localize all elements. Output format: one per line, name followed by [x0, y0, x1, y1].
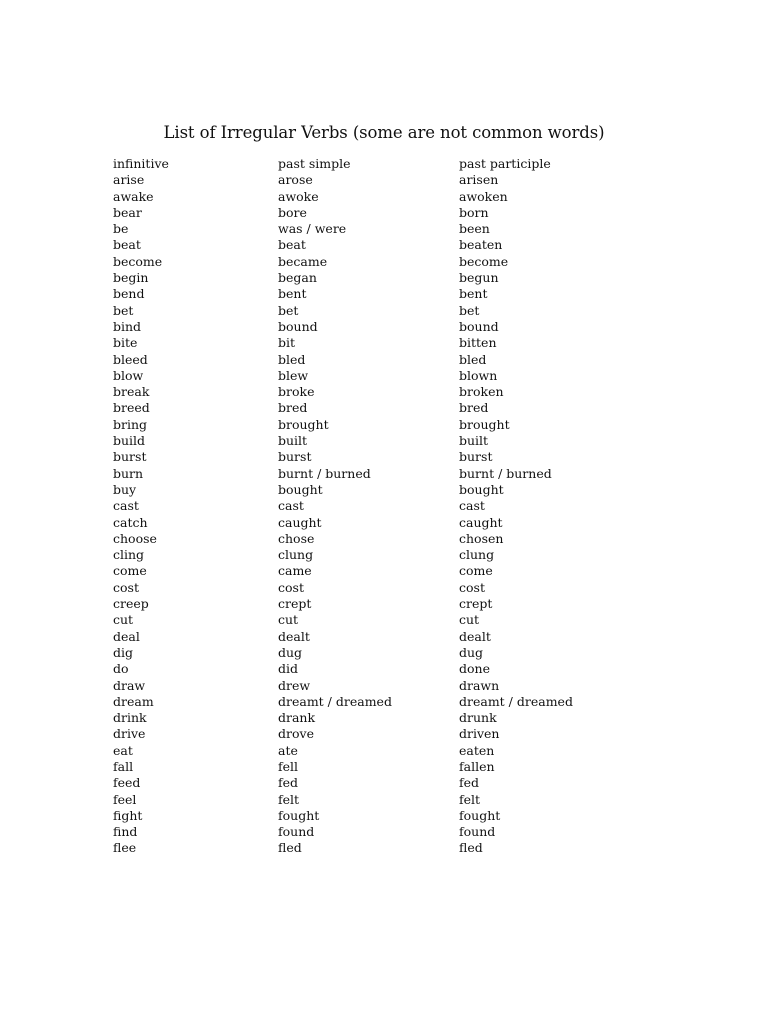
infinitive-cell: bet [113, 302, 134, 318]
past-participle-cell: born [459, 204, 489, 220]
past-simple-cell: came [278, 563, 312, 579]
table-row [113, 629, 673, 645]
past-simple-cell: caught [278, 514, 322, 530]
infinitive-cell: drive [113, 726, 146, 742]
column-header-past-simple: past simple [278, 156, 351, 171]
infinitive-cell: blow [113, 367, 144, 383]
past-simple-cell: dealt [278, 628, 310, 644]
infinitive-cell: feed [113, 775, 141, 791]
infinitive-cell: drink [113, 710, 147, 726]
table-row [113, 645, 673, 661]
past-simple-cell: cut [278, 612, 299, 628]
past-simple-cell: bred [278, 400, 308, 416]
infinitive-cell: cut [113, 612, 134, 628]
table-row [113, 368, 673, 384]
table-row [113, 352, 673, 368]
infinitive-cell: burst [113, 449, 147, 465]
infinitive-cell: draw [113, 677, 146, 693]
irregular-verbs-table [113, 156, 673, 857]
past-participle-cell: chosen [459, 530, 504, 546]
past-simple-cell: fought [278, 807, 320, 823]
past-participle-cell: caught [459, 514, 503, 530]
table-row [113, 531, 673, 547]
past-simple-cell: crept [278, 596, 312, 612]
infinitive-cell: catch [113, 514, 148, 530]
past-participle-cell: dug [459, 644, 484, 660]
past-participle-cell: broken [459, 384, 504, 400]
table-row [113, 580, 673, 596]
table-row [113, 775, 673, 791]
table-row [113, 612, 673, 628]
table-row [113, 205, 673, 221]
table-row [113, 335, 673, 351]
past-participle-cell: found [459, 824, 496, 840]
table-row [113, 384, 673, 400]
infinitive-cell: find [113, 824, 138, 840]
past-simple-cell: burnt / burned [278, 465, 371, 481]
past-simple-cell: was / were [278, 221, 347, 237]
past-simple-cell: beat [278, 237, 306, 253]
table-row [113, 433, 673, 449]
table-row [113, 221, 673, 237]
past-participle-cell: blown [459, 367, 498, 383]
past-participle-cell: come [459, 563, 493, 579]
infinitive-cell: break [113, 384, 150, 400]
verb-rows [113, 172, 673, 856]
past-simple-cell: awoke [278, 188, 319, 204]
past-simple-cell: drank [278, 710, 316, 726]
past-simple-cell: began [278, 270, 317, 286]
table-row [113, 710, 673, 726]
past-simple-cell: fell [278, 758, 299, 774]
past-simple-cell: burst [278, 449, 312, 465]
past-participle-cell: bitten [459, 335, 497, 351]
table-row [113, 400, 673, 416]
past-simple-cell: bound [278, 318, 318, 334]
table-header-row [113, 156, 673, 172]
table-row [113, 270, 673, 286]
past-participle-cell: become [459, 253, 509, 269]
past-participle-cell: beaten [459, 237, 503, 253]
infinitive-cell: bind [113, 318, 142, 334]
past-simple-cell: felt [278, 791, 300, 807]
past-participle-cell: burnt / burned [459, 465, 552, 481]
table-row [113, 449, 673, 465]
past-simple-cell: arose [278, 172, 313, 188]
past-participle-cell: cast [459, 498, 485, 514]
past-simple-cell: chose [278, 530, 315, 546]
past-participle-cell: fought [459, 807, 501, 823]
infinitive-cell: flee [113, 840, 137, 856]
table-row [113, 482, 673, 498]
past-participle-cell: built [459, 433, 489, 449]
past-participle-cell: fed [459, 775, 480, 791]
infinitive-cell: bite [113, 335, 138, 351]
infinitive-cell: cling [113, 547, 145, 563]
table-row [113, 743, 673, 759]
infinitive-cell: feel [113, 791, 137, 807]
table-row [113, 661, 673, 677]
past-participle-cell: awoken [459, 188, 508, 204]
table-row [113, 678, 673, 694]
table-row [113, 466, 673, 482]
infinitive-cell: begin [113, 270, 149, 286]
infinitive-cell: cast [113, 498, 139, 514]
past-simple-cell: dug [278, 644, 303, 660]
past-simple-cell: cost [278, 579, 304, 595]
past-participle-cell: driven [459, 726, 500, 742]
past-simple-cell: clung [278, 547, 314, 563]
table-row [113, 596, 673, 612]
infinitive-cell: breed [113, 400, 150, 416]
past-simple-cell: cast [278, 498, 304, 514]
infinitive-cell: cost [113, 579, 139, 595]
table-row [113, 498, 673, 514]
past-participle-cell: begun [459, 270, 499, 286]
table-row [113, 808, 673, 824]
past-simple-cell: blew [278, 367, 309, 383]
table-row [113, 759, 673, 775]
infinitive-cell: build [113, 433, 146, 449]
past-participle-cell: felt [459, 791, 481, 807]
table-row [113, 172, 673, 188]
past-simple-cell: fed [278, 775, 299, 791]
past-participle-cell: eaten [459, 742, 495, 758]
past-participle-cell: drawn [459, 677, 500, 693]
past-simple-cell: drove [278, 726, 314, 742]
table-row [113, 254, 673, 270]
past-simple-cell: bet [278, 302, 299, 318]
column-header-past-participle: past participle [459, 156, 551, 171]
past-simple-cell: built [278, 433, 308, 449]
table-row [113, 694, 673, 710]
table-row [113, 792, 673, 808]
infinitive-cell: bear [113, 204, 142, 220]
table-row [113, 515, 673, 531]
infinitive-cell: bend [113, 286, 145, 302]
past-participle-cell: clung [459, 547, 495, 563]
infinitive-cell: choose [113, 530, 157, 546]
table-row [113, 547, 673, 563]
infinitive-cell: dream [113, 693, 154, 709]
past-participle-cell: bet [459, 302, 480, 318]
past-participle-cell: drunk [459, 710, 497, 726]
infinitive-cell: eat [113, 742, 133, 758]
table-row [113, 563, 673, 579]
past-participle-cell: cut [459, 612, 480, 628]
past-participle-cell: done [459, 661, 490, 677]
past-simple-cell: brought [278, 416, 329, 432]
table-row [113, 303, 673, 319]
infinitive-cell: burn [113, 465, 144, 481]
past-participle-cell: bled [459, 351, 487, 367]
past-participle-cell: dreamt / dreamed [459, 693, 573, 709]
past-participle-cell: burst [459, 449, 493, 465]
past-simple-cell: became [278, 253, 328, 269]
past-participle-cell: brought [459, 416, 510, 432]
past-simple-cell: bought [278, 481, 323, 497]
table-row [113, 824, 673, 840]
past-simple-cell: bent [278, 286, 307, 302]
infinitive-cell: arise [113, 172, 145, 188]
past-participle-cell: bound [459, 318, 499, 334]
past-participle-cell: fallen [459, 758, 495, 774]
table-row [113, 237, 673, 253]
infinitive-cell: fall [113, 758, 134, 774]
table-row [113, 840, 673, 856]
infinitive-cell: come [113, 563, 147, 579]
infinitive-cell: dig [113, 644, 134, 660]
past-simple-cell: dreamt / dreamed [278, 693, 392, 709]
past-participle-cell: bent [459, 286, 488, 302]
infinitive-cell: beat [113, 237, 141, 253]
column-header-infinitive: infinitive [113, 156, 169, 171]
past-participle-cell: crept [459, 596, 493, 612]
table-row [113, 319, 673, 335]
past-participle-cell: bought [459, 481, 504, 497]
infinitive-cell: awake [113, 188, 154, 204]
infinitive-cell: creep [113, 596, 149, 612]
infinitive-cell: buy [113, 481, 137, 497]
past-simple-cell: bore [278, 204, 307, 220]
table-row [113, 726, 673, 742]
past-simple-cell: ate [278, 742, 298, 758]
infinitive-cell: become [113, 253, 163, 269]
page-title: List of Irregular Verbs (some are not common words) [163, 123, 605, 142]
past-participle-cell: bred [459, 400, 489, 416]
past-participle-cell: arisen [459, 172, 499, 188]
table-row [113, 286, 673, 302]
past-simple-cell: found [278, 824, 315, 840]
table-row [113, 417, 673, 433]
past-participle-cell: cost [459, 579, 485, 595]
past-simple-cell: did [278, 661, 299, 677]
past-participle-cell: been [459, 221, 490, 237]
past-participle-cell: dealt [459, 628, 491, 644]
past-simple-cell: bled [278, 351, 306, 367]
table-row [113, 189, 673, 205]
past-simple-cell: broke [278, 384, 315, 400]
infinitive-cell: do [113, 661, 129, 677]
past-simple-cell: fled [278, 840, 302, 856]
past-participle-cell: fled [459, 840, 483, 856]
infinitive-cell: fight [113, 807, 143, 823]
infinitive-cell: bleed [113, 351, 148, 367]
past-simple-cell: bit [278, 335, 296, 351]
past-simple-cell: drew [278, 677, 311, 693]
infinitive-cell: deal [113, 628, 140, 644]
infinitive-cell: be [113, 221, 129, 237]
infinitive-cell: bring [113, 416, 148, 432]
